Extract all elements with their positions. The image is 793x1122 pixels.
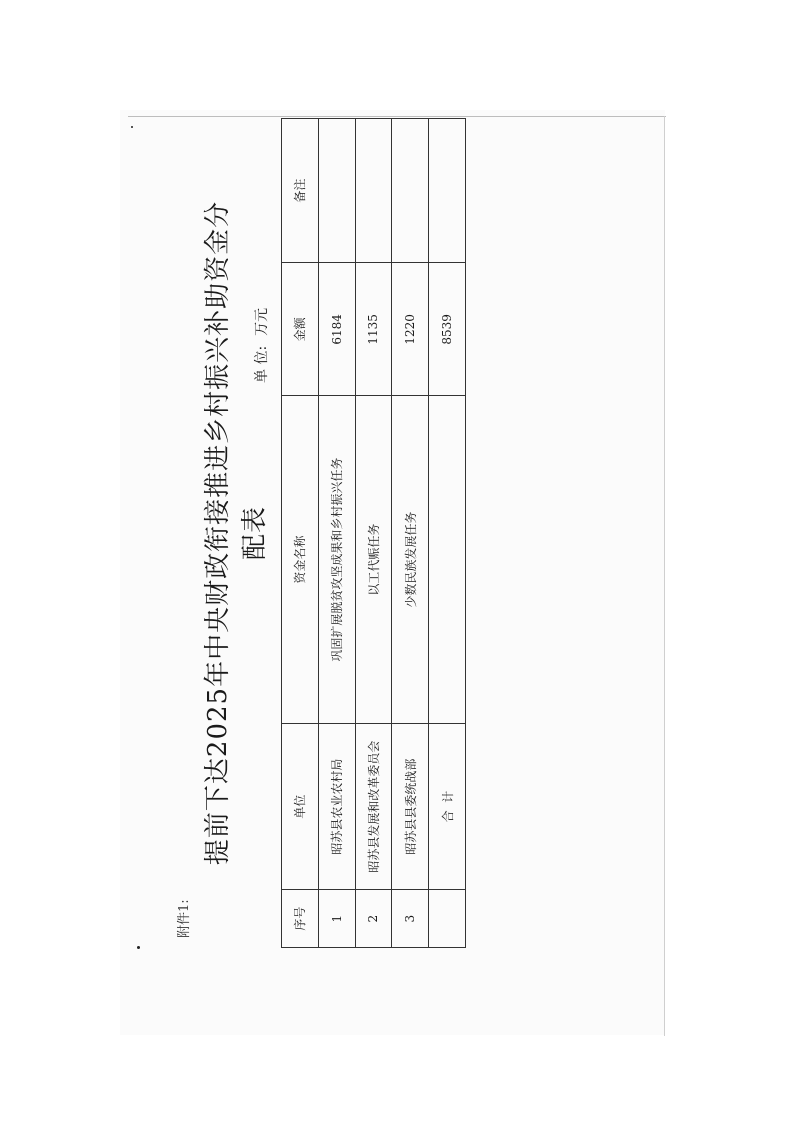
rotated-document <box>163 138 468 938</box>
cell-seq: 3 <box>392 890 429 948</box>
scan-speck <box>131 126 133 128</box>
cell-remarks <box>318 119 355 263</box>
cell-fund-name: 巩固扩展脱贫攻坚成果和乡村振兴任务 <box>318 396 355 723</box>
total-amount: 8539 <box>429 263 466 396</box>
cell-fund-name: 以工代赈任务 <box>355 396 392 723</box>
cell-unit: 昭苏县农业农村局 <box>318 723 355 889</box>
cell-remarks <box>355 119 392 263</box>
header-seq: 序号 <box>282 890 319 948</box>
attachment-label: 附件1: <box>177 899 192 938</box>
allocation-table <box>281 118 466 948</box>
cell-remarks <box>429 119 466 263</box>
unit-line <box>251 298 271 383</box>
unit-label: 单 位: <box>254 345 270 383</box>
header-fund-name: 资金名称 <box>282 396 319 723</box>
total-label: 合 计 <box>429 723 466 889</box>
cell-fund-name: 少数民族发展任务 <box>392 396 429 723</box>
cell-remarks <box>392 119 429 263</box>
page-edge-right <box>664 116 665 1036</box>
scan-speck <box>137 946 140 949</box>
header-amount: 金额 <box>282 263 319 396</box>
cell-seq <box>429 890 466 948</box>
table-row <box>318 119 355 948</box>
unit-value: 万元 <box>254 307 270 336</box>
cell-unit: 昭苏县发展和改革委员会 <box>355 723 392 889</box>
table-row <box>392 119 429 948</box>
cell-seq: 2 <box>355 890 392 948</box>
cell-fund-name <box>429 396 466 723</box>
header-unit: 单位 <box>282 723 319 889</box>
cell-amount: 6184 <box>318 263 355 396</box>
header-remarks: 备注 <box>282 119 319 263</box>
cell-seq: 1 <box>318 890 355 948</box>
cell-amount: 1135 <box>355 263 392 396</box>
table-row <box>355 119 392 948</box>
cell-unit: 昭苏县县委统战部 <box>392 723 429 889</box>
cell-amount: 1220 <box>392 263 429 396</box>
table-header-row <box>282 119 319 948</box>
page-edge-top <box>128 116 666 117</box>
document-title: 提前下达2025年中央财政衔接推进乡村振兴补助资金分配表 <box>203 200 270 866</box>
table-total-row <box>429 119 466 948</box>
